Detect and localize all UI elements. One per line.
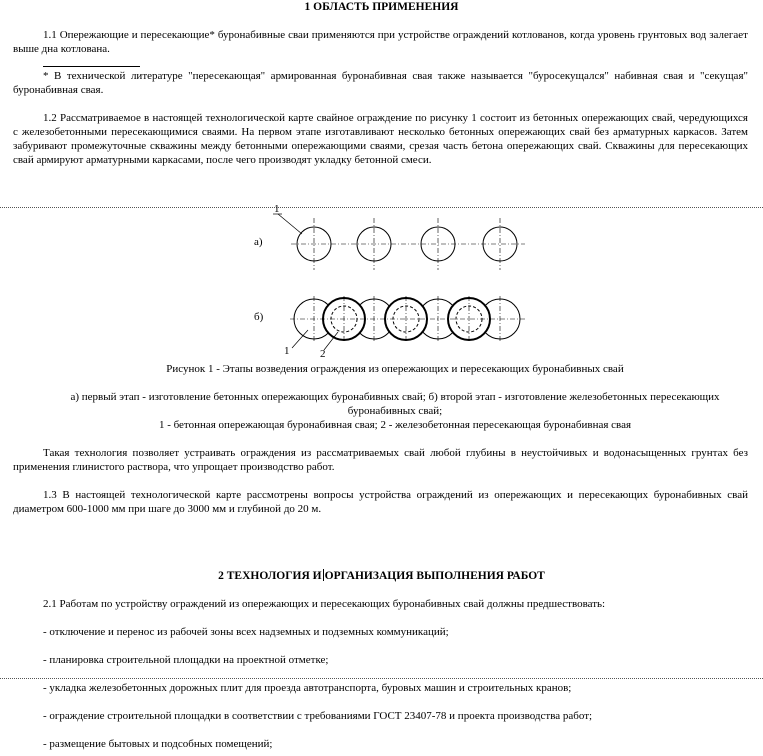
figure-1-legend: 1 - бетонная опережающая буронабивная свая; 2 - железобетонная пересекающая буронабивная свая bbox=[158, 419, 632, 431]
figure-label-a: а) bbox=[254, 236, 263, 248]
section-2-heading-part1: 2 ТЕХНОЛОГИЯ И bbox=[218, 570, 322, 582]
axis-lines-stage-a bbox=[291, 218, 525, 270]
paragraph-technology: Такая технология позволяет устраивать ограждения из рассматриваемых свай любой глубины в неустойчивых и водонасыщенных грунтах без применения глинистого раствора, что упрощает производство работ. bbox=[13, 447, 748, 473]
list-item: - размещение бытовых и подсобных помещений; bbox=[43, 738, 273, 750]
callout-leader-1a bbox=[278, 214, 302, 234]
page-break-divider bbox=[0, 678, 763, 679]
section-2-heading bbox=[0, 569, 763, 583]
figure-1-drawing bbox=[240, 202, 530, 362]
footnote-rule bbox=[43, 66, 140, 67]
figure-label-b: б) bbox=[254, 311, 264, 323]
text-cursor bbox=[323, 569, 324, 581]
callout-2b: 2 bbox=[320, 348, 326, 360]
section-2-heading-part2: ОРГАНИЗАЦИЯ ВЫПОЛНЕНИЯ РАБОТ bbox=[324, 570, 545, 582]
figure-1-caption: Рисунок 1 - Этапы возведения ограждения из опережающих и пересекающих буронабивных свай bbox=[166, 363, 624, 375]
callout-1a: 1 bbox=[274, 203, 280, 215]
section-1-heading: 1 ОБЛАСТЬ ПРИМЕНЕНИЯ bbox=[304, 1, 459, 13]
list-item: - укладка железобетонных дорожных плит для проезда автотранспорта, буровых машин и строительных кранов; bbox=[43, 682, 572, 694]
callout-1b: 1 bbox=[284, 345, 290, 357]
paragraph-2-1: 2.1 Работам по устройству ограждений из опережающих и пересекающих буронабивных свай должны предшествовать: bbox=[43, 598, 606, 610]
list-item: - планировка строительной площадки на проектной отметке; bbox=[43, 654, 329, 666]
figure-1-stages-note: а) первый этап - изготовление бетонных опережающих буронабивных свай; б) второй этап - изготовление железобетонных пересекающих буронабивных свай; bbox=[70, 391, 720, 417]
figure-1 bbox=[240, 202, 530, 362]
footnote: * В технической литературе "пересекающая" армированная буронабивная свая также называется "буросекущался" набивная свая и "секущая" буронабивная свая. bbox=[13, 70, 748, 96]
paragraph-1-1: 1.1 Опережающие и пересекающие* буронабивные сваи применяются при устройстве ограждений котлованов, когда уровень грунтовых вод залегает выше дна котлована. bbox=[13, 29, 748, 55]
paragraph-1-3: 1.3 В настоящей технологической карте рассмотрены вопросы устройства ограждений из опережающих и пересекающих буронабивных свай диаметром 600-1000 мм при шаге до 3000 мм и глубиной до 20 м. bbox=[13, 489, 748, 515]
list-item: - отключение и перенос из рабочей зоны всех надземных и подземных коммуникаций; bbox=[43, 626, 449, 638]
list-item: - ограждение строительной площадки в соответствии с требованиями ГОСТ 23407-78 и проекта производства работ; bbox=[43, 710, 593, 722]
paragraph-1-2: 1.2 Рассматриваемое в настоящей технологической карте свайное ограждение по рисунку 1 состоит из бетонных опережающих свай, чередующихся с железобетонными пересекающимися сваями. На первом этапе изготавливают несколько бетонных опережающих свай без арматурных каркасов. Затем забуривают промежуточные скважины между бетонными опережающими сваями, срезая часть бетона опережающих свай. Скважины для пересекающих свай армируют арматурными каркасами, после чего производят укладку бетонной смеси. bbox=[13, 112, 748, 166]
